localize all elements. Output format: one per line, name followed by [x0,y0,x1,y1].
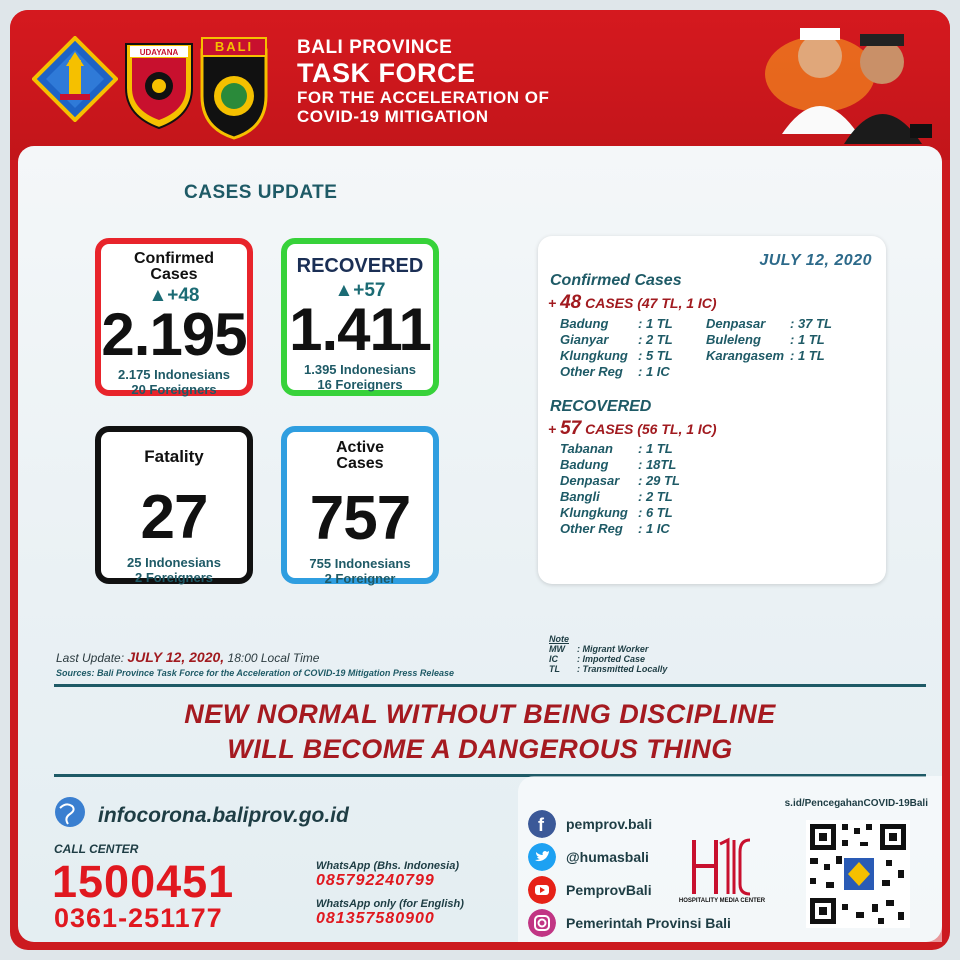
recovered-delta: ▲+57 [334,280,386,301]
fatality-indonesians: 25 Indonesians [127,555,221,570]
header-line-4: COVID-19 MITIGATION [297,107,489,126]
recovered-value: 1.411 [289,296,431,363]
confirmed-delta: ▲+48 [148,285,200,306]
confirmed-value: 2.195 [101,301,247,368]
recovered-summary: CASES (56 TL, 1 IC) [585,421,717,437]
fatality-foreigners: 2 Foreigners [134,570,214,585]
header-line-1: BALI PROVINCE [297,37,453,58]
hmc-logo-icon [678,832,764,904]
infographic-frame [10,10,950,950]
region-row: Karangasem : 1 TL [706,348,825,363]
confirmed-title-line2: Cases [150,266,198,283]
whatsapp-english [316,898,464,928]
social-instagram[interactable] [528,909,731,937]
confirmed-indonesians: 2.175 Indonesians [118,367,230,382]
whatsapp-indonesia [316,860,459,890]
region-row: Klungkung : 6 TL [560,505,673,520]
twitter-icon [528,843,556,871]
cases-update-title: CASES UPDATE [184,182,338,203]
region-row: Denpasar : 37 TL [706,316,832,331]
daily-detail-panel [538,236,886,584]
recovered-indonesians: 1.395 Indonesians [304,362,416,377]
confirmed-count: 48 [560,292,582,313]
qr-url[interactable]: s.id/PencegahanCOVID-19Bali [784,798,928,809]
region-row: Other Reg : 1 IC [560,364,670,379]
youtube-handle: PemprovBali [566,882,652,898]
call-center-number-2[interactable]: 0361-251177 [54,903,223,933]
facebook-handle: pemprov.bali [566,816,653,832]
active-value: 757 [309,484,411,553]
fatality-value: 27 [140,483,208,552]
header-title [297,38,549,125]
social-youtube[interactable] [528,876,652,904]
note-heading: Note [549,634,569,644]
region-row: Buleleng : 1 TL [706,332,825,347]
recovered-count: 57 [560,418,582,439]
polda-label: BALI [214,39,254,54]
contact-section [18,776,942,942]
last-update-label: Last Update: [56,651,125,665]
instagram-icon [528,909,556,937]
note-row: TL : Transmitted Locally [549,664,668,674]
recovered-foreigners: 16 Foreigners [317,377,403,392]
recovered-title: RECOVERED [296,255,424,277]
header-line-2: TASK FORCE [297,58,476,88]
region-row: Bangli : 2 TL [560,489,673,504]
region-row: Gianyar : 2 TL [560,332,673,347]
facebook-icon [528,810,556,838]
region-row: Denpasar : 29 TL [560,473,680,488]
last-update-time: 18:00 Local Time [227,651,320,665]
whatsapp-indonesia-label: WhatsApp (Bhs. Indonesia) [316,860,459,872]
svg-text:f: f [538,815,544,835]
confirmed-daily-summary [548,292,717,314]
fatality-title: Fatality [144,447,204,466]
recovered-card [281,238,439,396]
confirmed-cases-card [95,238,253,396]
recovered-daily-summary [548,418,717,440]
confirmed-title-line1: Confirmed [134,250,214,267]
active-title-line2: Cases [336,455,384,472]
region-row: Other Reg : 1 IC [560,521,670,536]
sources-text: Sources: Bali Province Task Force for the Acceleration of COVID-19 Mitigation Press Release [56,668,454,678]
whatsapp-english-number[interactable]: 081357580900 [316,910,435,927]
confirmed-summary: CASES (47 TL, 1 IC) [585,295,717,311]
last-update-date: JULY 12, 2020, [127,649,225,665]
confirmed-section-title: Confirmed Cases [550,272,682,289]
call-center-number[interactable]: 1500451 [52,856,235,907]
slogan-line-2: WILL BECOME A DANGEROUS THING [227,734,733,764]
youtube-icon [528,876,556,904]
note-row: IC : Imported Case [549,654,646,664]
recovered-section-title: RECOVERED [550,398,652,415]
social-facebook[interactable] [528,810,652,838]
region-row: Tabanan : 1 TL [560,441,673,456]
udayana-label: UDAYANA [139,48,179,57]
active-title-line1: Active [335,439,385,456]
main-panel [18,146,942,942]
website-link[interactable]: infocorona.baliprov.go.id [98,804,349,827]
note-row: MW : Migrant Worker [549,644,649,654]
globe-icon [54,796,86,828]
abbreviation-note [549,634,667,674]
fatality-card [95,426,253,584]
region-row: Badung : 1 TL [560,316,673,331]
slogan-line-1: NEW NORMAL WITHOUT BEING DISCIPLINE [184,699,776,729]
call-center-label: CALL CENTER [54,842,139,856]
whatsapp-english-label: WhatsApp only (for English) [316,898,464,910]
header-line-3: FOR THE ACCELERATION OF [297,88,550,107]
active-foreigners: 2 Foreigner [324,571,396,586]
confirmed-plus: + [548,295,557,311]
region-row: Klungkung : 5 TL [560,348,673,363]
last-update-footnote [56,649,454,678]
detail-date: JULY 12, 2020 [759,252,872,269]
active-cases-card [281,426,439,584]
officials-portrait-icon [760,14,940,149]
divider [54,684,926,687]
twitter-handle: @humasbali [566,849,649,865]
social-twitter[interactable] [528,843,649,871]
qr-code-icon[interactable] [806,820,910,928]
whatsapp-indonesia-number[interactable]: 085792240799 [316,872,435,889]
bali-province-logo-icon [32,36,118,122]
hmc-label: HOSPITALITY MEDIA CENTER [678,898,766,904]
region-row: Badung : 18TL [560,457,677,472]
instagram-handle: Pemerintah Provinsi Bali [566,915,731,931]
header [10,10,950,160]
active-indonesians: 755 Indonesians [309,556,411,571]
recovered-plus: + [548,421,557,437]
confirmed-foreigners: 20 Foreigners [131,382,217,397]
